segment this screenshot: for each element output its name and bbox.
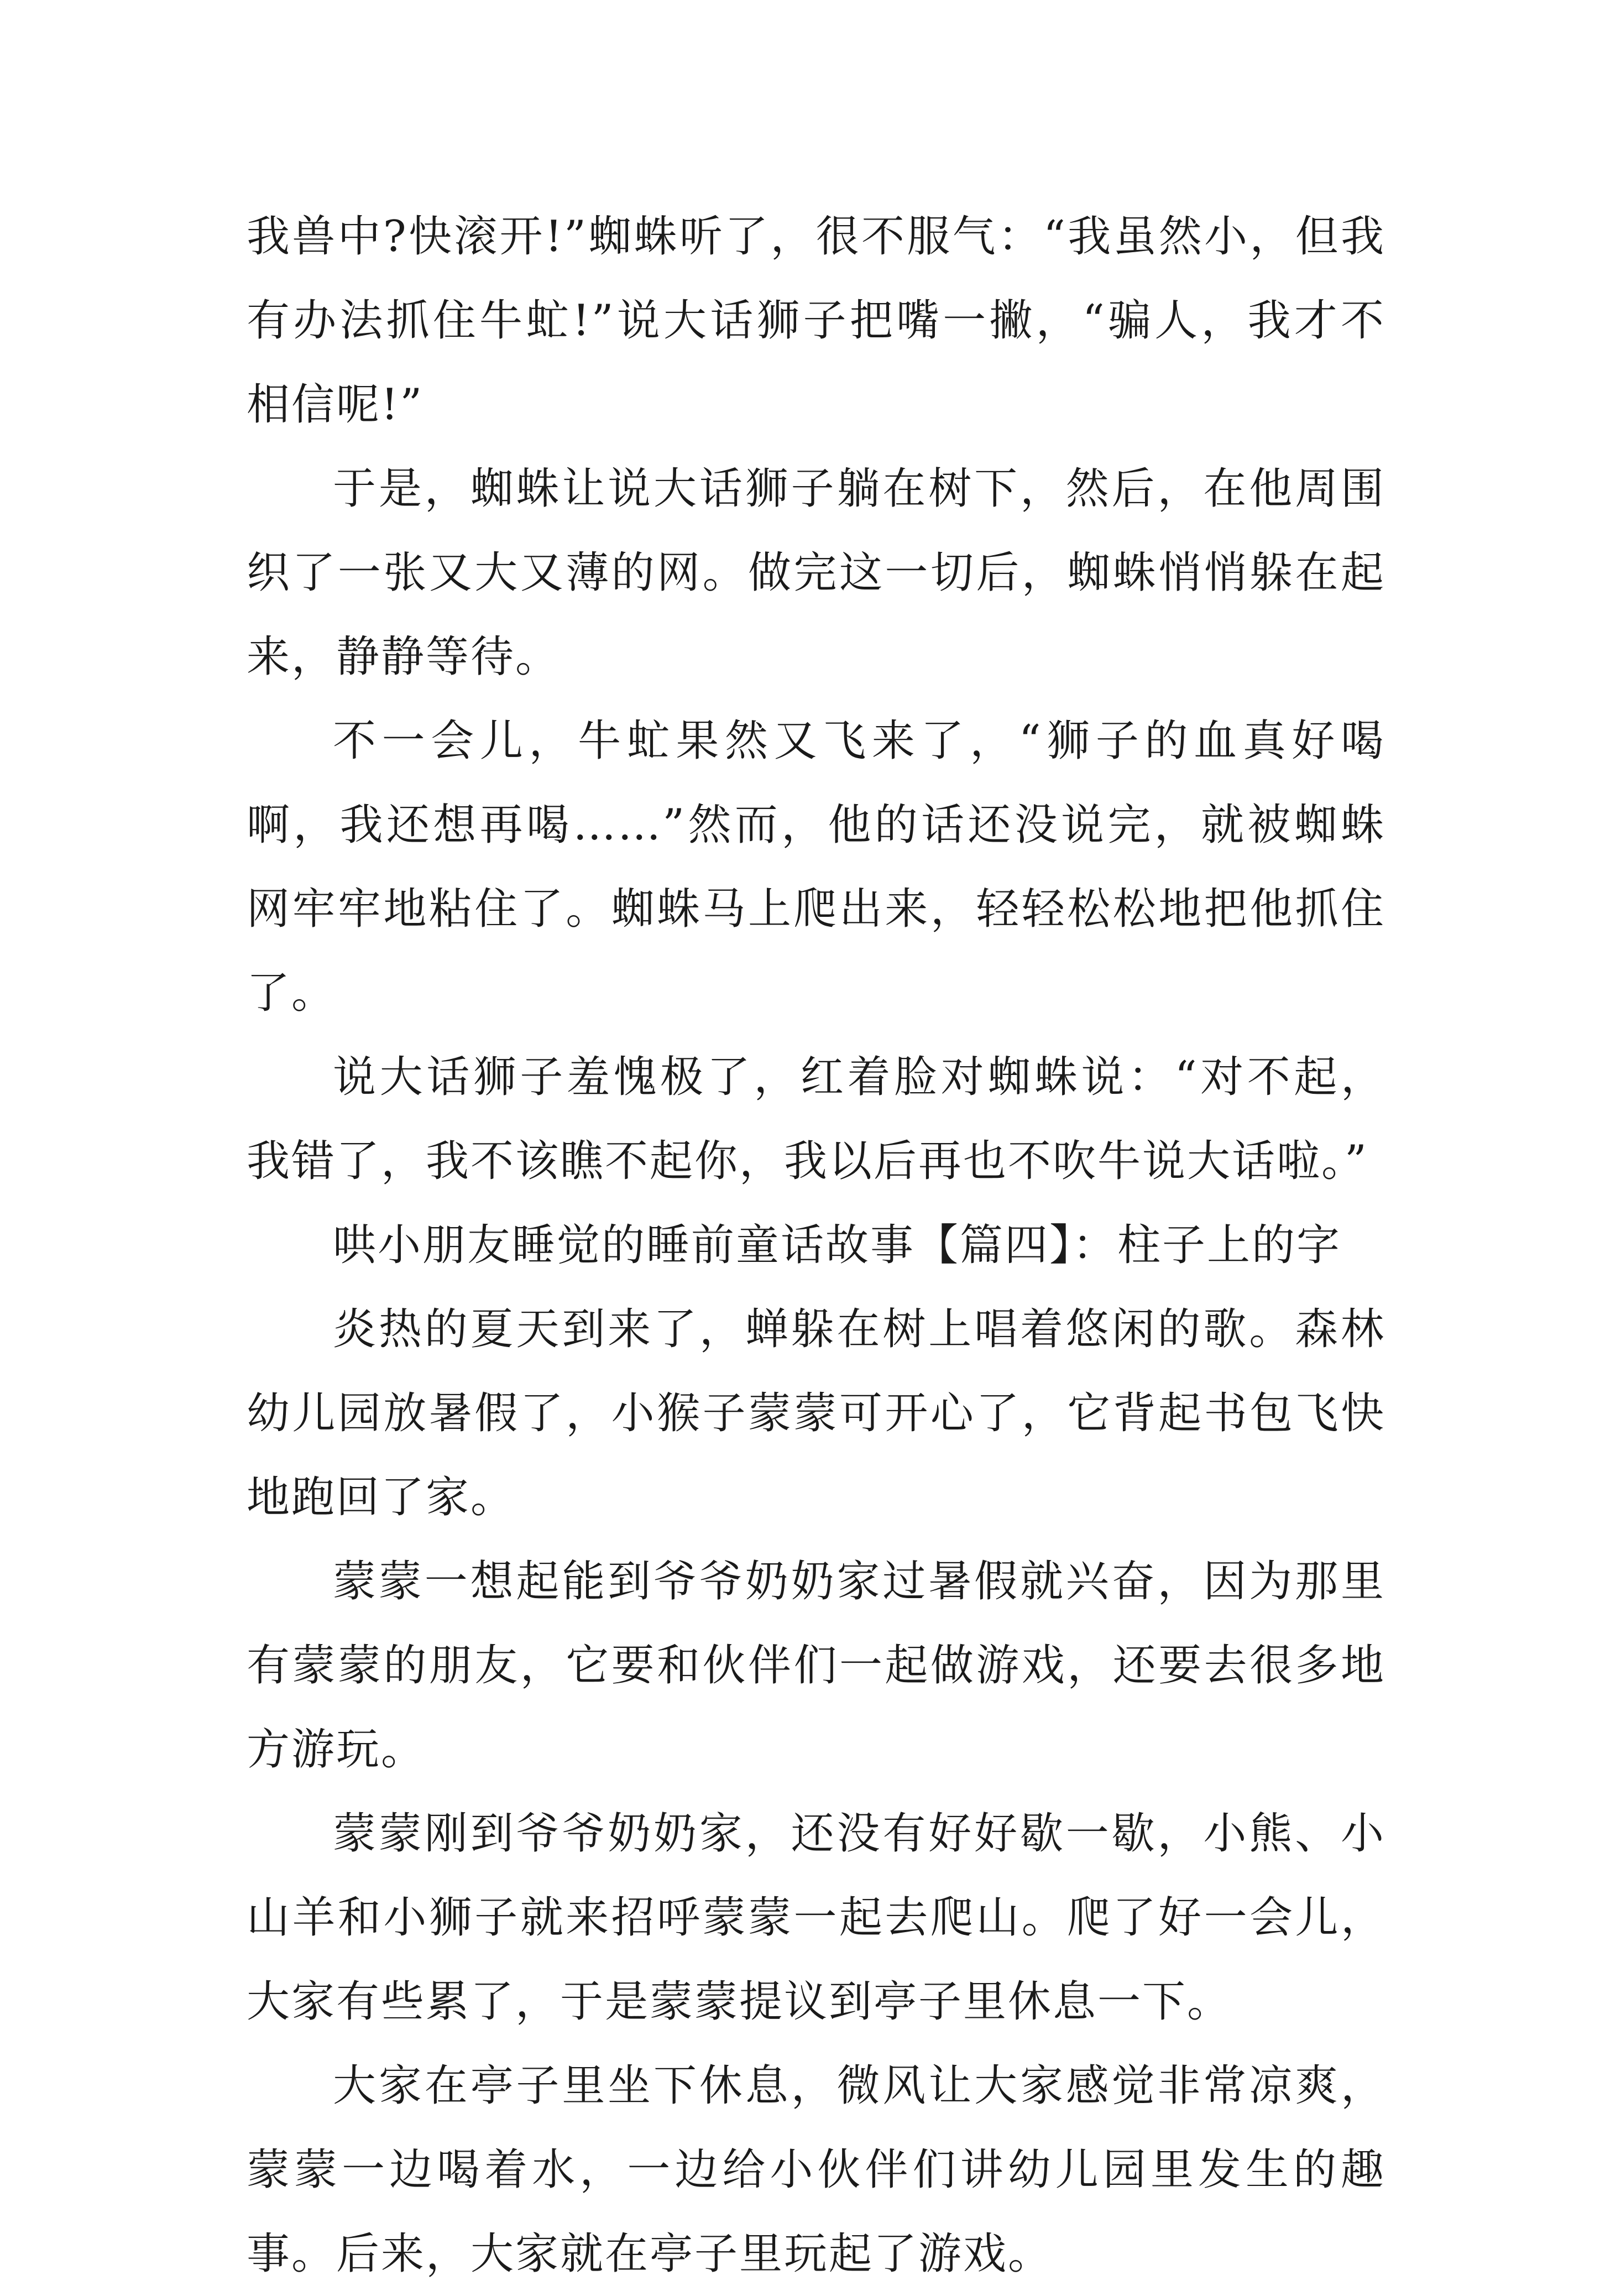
- paragraph-continuation: 我兽中?快滚开!”蜘蛛听了，很不服气：“我虽然小，但我有办法抓住牛虻!”说大话狮子把嘴一撇，“骗人，我才不相信呢!”: [247, 212, 1385, 430]
- paragraph: 于是，蜘蛛让说大话狮子躺在树下，然后，在他周围织了一张又大又薄的网。做完这一切后，蜘蛛悄悄躲在起来，静静等待。: [247, 464, 1385, 682]
- paragraph: 不一会儿，牛虻果然又飞来了，“狮子的血真好喝啊，我还想再喝……”然而，他的话还没说完，就被蜘蛛网牢牢地粘住了。蜘蛛马上爬出来，轻轻松松地把他抓住了。: [247, 716, 1385, 1018]
- paragraph: 蒙蒙刚到爷爷奶奶家，还没有好好歇一歇，小熊、小山羊和小狮子就来招呼蒙蒙一起去爬山。爬了好一会儿，大家有些累了，于是蒙蒙提议到亭子里休息一下。: [247, 1809, 1385, 2027]
- document-body: [247, 195, 1385, 2296]
- paragraph: 说大话狮子羞愧极了，红着脸对蜘蛛说：“对不起，我错了，我不该瞧不起你，我以后再也不吹牛说大话啦。”: [247, 1052, 1385, 1186]
- paragraph: 大家在亭子里坐下休息，微风让大家感觉非常凉爽，蒙蒙一边喝着水，一边给小伙伴们讲幼儿园里发生的趣事。后来，大家就在亭子里玩起了游戏。: [247, 2061, 1385, 2279]
- section-heading: 哄小朋友睡觉的睡前童话故事【篇四】：柱子上的字: [333, 1220, 1342, 1270]
- paragraph: 蒙蒙一想起能到爷爷奶奶家过暑假就兴奋，因为那里有蒙蒙的朋友，它要和伙伴们一起做游戏，还要去很多地方游玩。: [247, 1557, 1385, 1775]
- paragraph: 炎热的夏天到来了，蝉躲在树上唱着悠闲的歌。森林幼儿园放暑假了，小猴子蒙蒙可开心了，它背起书包飞快地跑回了家。: [247, 1304, 1385, 1522]
